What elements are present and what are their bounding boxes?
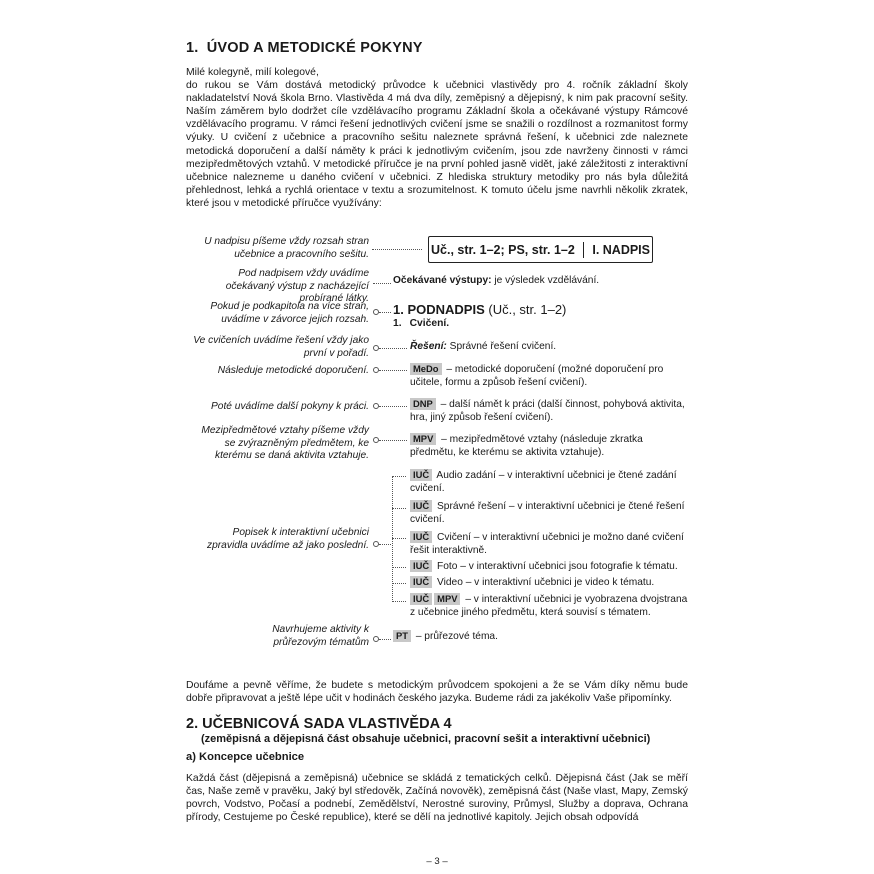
connector [372,249,422,250]
iuc-badge: IUČ [410,500,432,512]
section-2-text: Každá část (dějepisná a zeměpisná) učebnice se skládá z tematických celků. Dějepisná část (Jak se měří čas, Naše země v pravěku, Jaký byl středověk, Začíná novověk), zeměpisná část (Naše vlast, Mapy, Zemský povrch, Vodstvo, Počasí a podnebí, Zemědělství, Nerostné suroviny, Průmysl, Služby a doprava, Ochrana přírody, Cestujeme po České republice), které se dělí na jednotlivé kapitoly. Jejich obsah odpovídá [186,773,688,824]
page-number: – 3 – [426,856,448,867]
connector [373,283,391,284]
section-title: ÚVOD A METODICKÉ POKYNY [206,40,423,56]
solution-line [410,341,690,354]
iuc-text: Audio zadání – v interaktivní učebnici je čtené zadání cvičení. [410,470,677,494]
subsection-a-heading: a) Koncepce učebnice [186,751,305,763]
subchapter-range: (Uč., str. 1–2) [484,302,567,317]
medo-text: – metodické doporučení (možné doporučení pro učitele, formu a způsob řešení cvičení). [410,364,664,388]
expected-text: je výsledek vzdělávání. [491,275,600,286]
header-range: Uč., str. 1–2; PS, str. 1–2 [431,242,575,257]
separator [583,242,585,258]
connector [379,406,407,407]
closing-paragraph [186,679,688,705]
connector [392,538,406,539]
iuc-badge: IUČ [410,593,432,605]
iuc-text: Foto – v interaktivní učebnici jsou fotografie k tématu. [434,561,678,572]
connector [392,601,406,602]
iuc-item [410,531,690,558]
iuc-text: Video – v interaktivní učebnici je video k tématu. [434,577,655,588]
connector [392,567,406,568]
legend-iuc-desc: Popisek k interaktivní učebnici zpravidla uvádíme až jako poslední. [207,527,369,551]
legend-subchapter-desc: Pokud je podkapitola na více stran, uvádíme v závorce jejich rozsah. [210,301,369,325]
closing-text: Doufáme a pevně věříme, že budete s metodickým průvodcem spokojeni a že se Vám díky němu bude dobře připravovat a ještě lépe učit v hodinách českého jazyka. Budeme rádi za jakékoliv Vaše připomínky. [186,680,688,705]
pt-text: – průřezové téma. [412,631,498,642]
connector [379,639,391,640]
iuc-text: Správné řešení – v interaktivní učebnici je čtené řešení cvičení. [410,501,685,525]
dnp-line [410,398,690,425]
exercise-example [393,318,449,329]
iuc-item [410,500,690,527]
pt-line [393,630,673,644]
legend-header-desc: U nadpisu píšeme vždy rozsah stran učebnice a pracovního sešitu. [204,236,369,260]
mpv-badge: MPV [410,433,436,445]
connector [379,348,407,349]
solution-label: Řešení: [410,341,447,352]
solution-text: Správné řešení cvičení. [446,341,557,352]
legend-dnp-desc: Poté uvádíme další pokyny k práci. [211,401,369,412]
iuc-text: Cvičení – v interaktivní učebnici je možno dané cvičení řešit interaktivně. [410,532,684,556]
greeting: Milé kolegyně, milí kolegové, [186,67,319,78]
legend-medo-desc: Následuje metodické doporučení. [217,365,369,376]
dnp-badge: DNP [410,398,436,410]
medo-line [410,363,690,390]
iuc-badge: IUČ [410,576,432,588]
legend-mpv-desc: Mezipředmětové vztahy píšeme vždy se zvýrazněným předmětem, ke kterému se daná aktivita vztahuje. [201,425,369,462]
mpv-line [410,433,690,460]
legend-solution-desc: Ve cvičeních uvádíme řešení vždy jako první v pořadí. [193,335,369,359]
subchapter-example [393,302,566,317]
section-2-subtitle: (zeměpisná a dějepisná část obsahuje učebnici, pracovní sešit a interaktivní učebnici) [201,733,651,745]
intro-text: do rukou se Vám dostává metodický průvodce k učebnici vlastivědy pro 4. ročník základní školy nakladatelství Nová škola Brno. Vlastivěda 4 má dva díly, zeměpisný a dějepisný, k nim pak pracovní sešity. Naším záměrem bylo dodržet cíle vzdělávacího programu Základní škola a očekávané výstupy Rámcové vzdělávacího programu. V rámci řešení jednotlivých cvičení jsme se snažili o rozdílnost a rozmanitost formy výuky. U cvičení z učebnice a pracovního sešitu naleznete správná řešení, k učebnici zde naleznete metodická doporučení a další náměty k práci k jednotlivým cvičením, jsou zde navrženy činnosti v rámci mezipředmětových vztahů. V metodické příručce je na první pohled jasně vidět, jaké záležitosti z interaktivní učebnice nalezneme u daného cvičení v učebnici. Z hlediska struktury metodiky pro nás byla důležitá přehlednost, lehká a rychlá orientace v textu a srozumitelnost. K tomuto účelu jsme navrhli několik zkratek, které jsou v metodické příručce využívány: [186,80,688,209]
pt-badge: PT [393,630,411,642]
iuc-badge: IUČ [410,560,432,572]
expected-outcomes-line [393,275,673,288]
section-2-paragraph [186,772,688,824]
mpv-text: – mezipředmětové vztahy (následuje zkratka předmětu, ke kterému se aktivita vztahuje). [410,434,643,458]
mpv-badge: MPV [434,593,460,605]
medo-badge: MeDo [410,363,442,375]
connector [392,476,406,477]
subchapter-title: 1. PODNADPIS [393,302,485,317]
intro-paragraph [186,66,688,210]
iuc-mpv-text: – v interaktivní učebnici je vyobrazena dvojstrana z učebnice jiného předmětu, která souvisí s tématem. [410,594,688,618]
expected-label: Očekávané výstupy: [393,275,492,286]
dnp-text: – další námět k práci (další činnost, pohybová aktivita, hra, jiný způsob řešení cvičení). [410,399,685,423]
section-title: UČEBNICOVÁ SADA VLASTIVĚDA 4 [202,716,452,732]
legend-pt-desc: Navrhujeme aktivity k průřezovým tématům [272,624,369,648]
connector [379,440,407,441]
legend-expected-desc: Pod nadpisem vždy uvádíme očekávaný výstup z nacházející probírané látky. [225,268,369,305]
iuc-mpv-item [410,593,690,620]
iuc-item [410,560,690,574]
connector [379,370,407,371]
connector [379,544,391,545]
iuc-item [410,469,690,496]
section-1-heading [186,40,423,56]
exercise-label: Cvičení. [409,318,450,329]
section-number: 2. [186,716,199,732]
iuc-item [410,576,690,590]
exercise-number: 1. [393,318,402,329]
connector [392,508,406,509]
connector [379,312,391,313]
connector [392,583,406,584]
section-2-heading [186,716,452,732]
iuc-badge: IUČ [410,469,432,481]
header-title: I. NADPIS [592,242,650,257]
section-number: 1. [186,40,199,56]
iuc-badge: IUČ [410,531,432,543]
header-example-box [428,236,653,263]
